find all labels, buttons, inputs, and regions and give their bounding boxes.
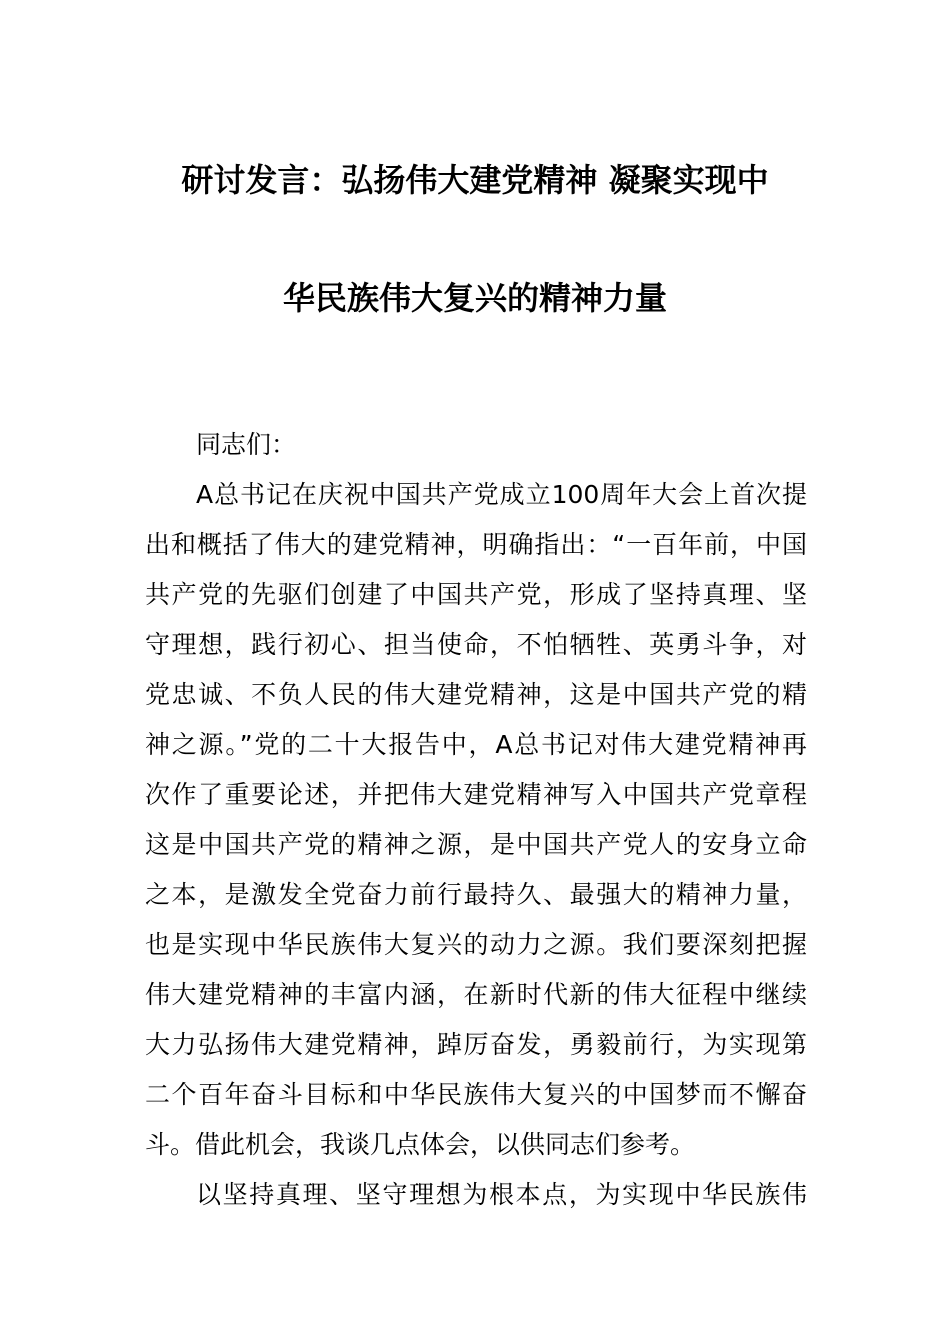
paragraph-line: 二个百年奋斗目标和中华民族伟大复兴的中国梦而不懈奋 [145,1080,807,1109]
paragraph-line: 之本，是激发全党奋力前行最持久、最强大的精神力量， [145,880,807,909]
paragraph-line: 出和概括了伟大的建党精神，明确指出：“一百年前，中国 [145,530,807,559]
paragraph-line: 党忠诚、不负人民的伟大建党精神，这是中国共产党的精 [145,680,807,709]
document-title-line-2: 华民族伟大复兴的精神力量 [282,279,667,317]
paragraph-line: 大力弘扬伟大建党精神，踔厉奋发，勇毅前行，为实现第 [145,1030,807,1059]
paragraph-line: 以坚持真理、坚守理想为根本点，为实现中华民族伟 [196,1180,807,1209]
paragraph-2 [145,1170,807,1220]
paragraph-line: 次作了重要论述，并把伟大建党精神写入中国共产党章程 [145,780,807,809]
paragraph-line: A总书记在庆祝中国共产党成立100周年大会上首次提 [196,480,807,509]
paragraph-line: 伟大建党精神的丰富内涵，在新时代新的伟大征程中继续 [145,980,807,1009]
paragraph-line: 这是中国共产党的精神之源，是中国共产党人的安身立命 [145,830,807,859]
document-body [145,420,807,1220]
paragraph-line: 神之源。”党的二十大报告中，A总书记对伟大建党精神再 [145,730,807,759]
salutation: 同志们： [196,430,297,459]
paragraph-1 [145,470,807,1170]
document-title-line-1: 研讨发言：弘扬伟大建党精神 凝聚实现中 [181,161,769,199]
paragraph-line: 斗。借此机会，我谈几点体会，以供同志们参考。 [145,1130,696,1159]
paragraph-line: 共产党的先驱们创建了中国共产党，形成了坚持真理、坚 [145,580,807,609]
paragraph-line: 守理想，践行初心、担当使命，不怕牺牲、英勇斗争，对 [145,630,807,659]
paragraph-line: 也是实现中华民族伟大复兴的动力之源。我们要深刻把握 [145,930,807,959]
